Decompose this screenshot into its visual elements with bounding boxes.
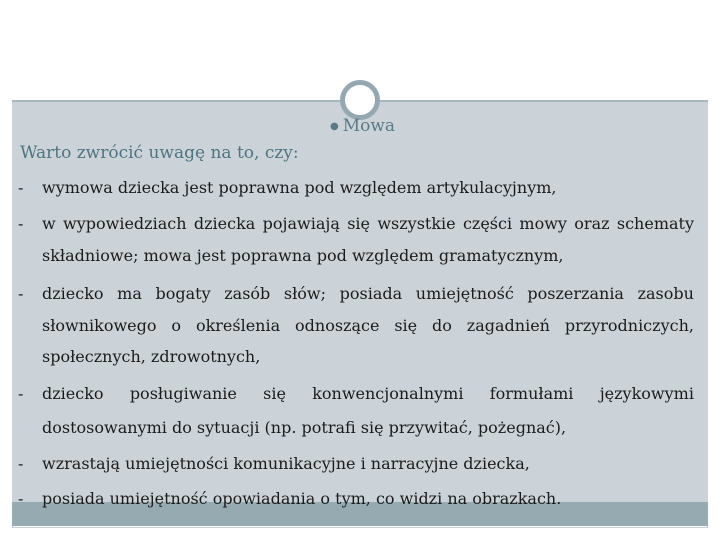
dash-marker: - xyxy=(18,178,24,197)
list-item-line: dziecko posługiwanie się konwencjonalnymi formułami językowymi xyxy=(42,384,694,403)
dash-marker: - xyxy=(18,489,24,508)
list-item-line: społecznych, zdrowotnych, xyxy=(42,347,261,366)
ring-ornament-icon xyxy=(340,80,380,120)
slide-title-text: Mowa xyxy=(342,116,396,136)
slide-title xyxy=(330,116,395,136)
list-item-line: w wypowiedziach dziecka pojawiają się wszystkie części mowy oraz schematy xyxy=(42,214,694,233)
list-item-line: dziecko ma bogaty zasób słów; posiada umiejętność poszerzania zasobu xyxy=(42,284,694,303)
dash-marker: - xyxy=(18,284,24,303)
list-item-line: wymowa dziecka jest poprawna pod względem artykulacyjnym, xyxy=(42,178,557,197)
list-item-line: słownikowego o określenia odnoszące się do zagadnień przyrodniczych, xyxy=(42,316,694,335)
dash-marker: - xyxy=(18,214,24,233)
list-item-line: składniowe; mowa jest poprawna pod względem gramatycznym, xyxy=(42,246,564,265)
dash-marker: - xyxy=(18,454,24,473)
list-item-line: dostosowanymi do sytuacji (np. potrafi się przywitać, pożegnać), xyxy=(42,418,567,437)
bullet-icon: ● xyxy=(330,121,339,132)
intro-text: Warto zwrócić uwagę na to, czy: xyxy=(20,143,299,163)
list-item-line: wzrastają umiejętności komunikacyjne i narracyjne dziecka, xyxy=(42,454,530,473)
list-item-line: posiada umiejętność opowiadania o tym, co widzi na obrazkach. xyxy=(42,489,562,508)
dash-marker: - xyxy=(18,384,24,403)
